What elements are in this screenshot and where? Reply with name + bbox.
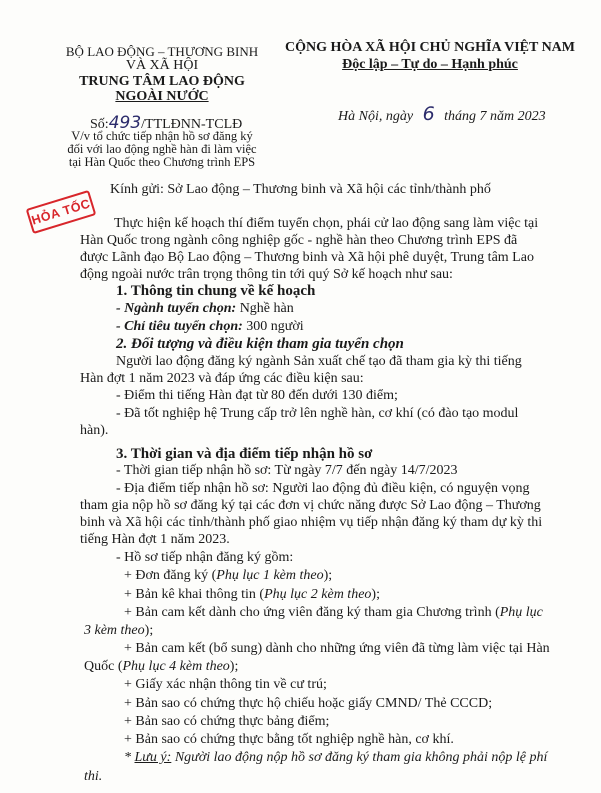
doc-item-2	[124, 587, 380, 603]
doc-item-1-text: + Đơn đăng ký (	[124, 568, 217, 583]
section2-para-line-1: Người lao động đăng ký ngành Sản xuất chế tạo đã tham gia kỳ thi tiếng	[116, 354, 522, 369]
doc-item-4-text: Quốc (	[84, 659, 123, 674]
section3-place-line-4: tiếng Hàn đợt 1 năm 2023.	[80, 532, 230, 547]
section1-item-quota	[116, 319, 304, 335]
issue-date-day-handwritten: 6	[422, 103, 435, 125]
national-motto: Độc lập – Tự do – Hạnh phúc	[342, 57, 518, 72]
doc-item-3-line-2	[84, 623, 153, 639]
ministry-name: BỘ LAO ĐỘNG – THƯƠNG BINH	[65, 44, 259, 59]
doc-item-7: + Bản sao có chứng thực bảng điểm;	[124, 714, 330, 729]
section1-item-field-value: Nghề hàn	[236, 301, 294, 316]
subject-line-1: V/v tổ chức tiếp nhận hồ sơ đăng ký	[71, 129, 253, 143]
section3-time: - Thời gian tiếp nhận hồ sơ: Từ ngày 7/7 đến ngày 14/7/2023	[116, 463, 458, 478]
issue-date	[338, 103, 546, 125]
document-number-handwritten: 493	[108, 113, 142, 133]
section1-heading: 1. Thông tin chung về kế hoạch	[116, 283, 316, 299]
section1-item-quota-value: 300 người	[242, 319, 304, 334]
agency-name: TRUNG TÂM LAO ĐỘNG	[79, 74, 245, 89]
doc-item-2-end: );	[371, 587, 380, 602]
section1-item-quota-label: - Chỉ tiêu tuyển chọn:	[116, 319, 243, 334]
doc-item-1-appendix: Phụ lục 1 kèm theo	[216, 568, 324, 583]
national-name: CỘNG HÒA XÃ HỘI CHỦ NGHĨA VIỆT NAM	[284, 40, 575, 55]
section3-place-line-2: tham gia nộp hồ sơ đăng ký tại các đơn vị chức năng được Sở Lao động – Thương	[80, 498, 541, 513]
agency-name-line2: NGOÀI NƯỚC	[115, 89, 209, 104]
intro-line-2: Hàn Quốc trong ngành công nghiệp gốc - nghề hàn theo Chương trình EPS đã	[80, 233, 518, 248]
doc-item-5: + Giấy xác nhận thông tin về cư trú;	[124, 677, 327, 692]
note-label: Lưu ý:	[134, 750, 172, 765]
urgent-stamp: HỎA TỐC	[26, 190, 97, 234]
doc-item-6: + Bản sao có chứng thực hộ chiếu hoặc giấy CMND/ Thẻ CCCD;	[124, 696, 493, 711]
doc-item-4-end: );	[229, 659, 239, 674]
section2-condition-degree-line-1: - Đã tốt nghiệp hệ Trung cấp trở lên nghề hàn, cơ khí (có đào tạo modul	[116, 406, 519, 421]
note-line-1	[124, 750, 547, 766]
doc-item-3-appendix-start: Phụ lục	[499, 605, 543, 620]
section3-place-line-1: - Địa điểm tiếp nhận hồ sơ: Người lao động đủ điều kiện, có nguyện vọng	[116, 481, 530, 496]
doc-item-4-line-1: + Bản cam kết (bổ sung) dành cho những ứng viên đã từng làm việc tại Hàn	[124, 641, 550, 656]
section3-docs-intro: - Hồ sơ tiếp nhận đăng ký gồm:	[116, 550, 294, 565]
section2-condition-degree-line-2: hàn).	[80, 423, 109, 438]
section1-item-field-label: - Ngành tuyển chọn:	[116, 301, 237, 316]
document-number-suffix: /TTLĐNN-TCLĐ	[141, 117, 243, 132]
salutation: Kính gửi: Sở Lao động – Thương binh và Xã hội các tỉnh/thành phố	[110, 182, 491, 197]
note-text: Người lao động nộp hồ sơ đăng ký tham gia không phải nộp lệ phí	[171, 750, 548, 765]
doc-item-3-end: );	[144, 623, 154, 638]
doc-item-8: + Bản sao có chứng thực bằng tốt nghiệp nghề hàn, cơ khí.	[124, 732, 454, 747]
doc-item-3-line-1	[124, 605, 543, 621]
intro-line-4: động ngoài nước trân trọng thông tin tới quý Sở kế hoạch như sau:	[80, 267, 453, 282]
document-number-prefix: Số:	[90, 117, 109, 132]
section2-para-line-2: Hàn đợt 1 năm 2023 và đáp ứng các điều kiện sau:	[80, 371, 364, 386]
note-star: *	[124, 750, 135, 765]
doc-item-1	[124, 568, 332, 584]
section2-heading: 2. Đối tượng và điều kiện tham gia tuyển chọn	[116, 336, 404, 352]
section3-place-line-3: binh và Xã hội các tỉnh/thành phố giao nhiệm vụ tiếp nhận đăng ký tham dự kỳ thi	[80, 515, 543, 530]
doc-item-2-text: + Bản kê khai thông tin (	[124, 587, 265, 602]
doc-item-3-text: + Bản cam kết dành cho ứng viên đăng ký tham gia Chương trình (	[124, 605, 500, 620]
subject-line-2: đối với lao động nghề hàn đi làm việc	[67, 142, 257, 156]
doc-item-3-appendix-end: 3 kèm theo	[84, 623, 145, 638]
doc-item-1-end: );	[323, 568, 333, 583]
ministry-name-line2: VÀ XÃ HỘI	[125, 58, 199, 73]
section1-item-field	[116, 301, 294, 317]
doc-item-2-appendix: Phụ lục 2 kèm theo	[264, 587, 372, 602]
note-line-2: thi.	[84, 769, 103, 784]
section2-condition-score: - Điểm thi tiếng Hàn đạt từ 80 đến dưới 130 điểm;	[116, 388, 398, 403]
doc-item-4-line-2	[84, 659, 238, 675]
doc-item-4-appendix: Phụ lục 4 kèm theo	[122, 659, 230, 674]
issue-date-prefix: Hà Nội, ngày	[338, 109, 414, 124]
section3-heading: 3. Thời gian và địa điểm tiếp nhận hồ sơ	[116, 446, 373, 462]
issue-date-suffix: tháng 7 năm 2023	[444, 109, 546, 124]
intro-line-1: Thực hiện kế hoạch thí điểm tuyển chọn, phái cử lao động sang làm việc tại	[114, 216, 539, 231]
intro-line-3: được Lãnh đạo Bộ Lao động – Thương binh và Xã hội phê duyệt, Trung tâm Lao	[80, 250, 534, 265]
subject-line-3: tại Hàn Quốc theo Chương trình EPS	[68, 155, 256, 169]
